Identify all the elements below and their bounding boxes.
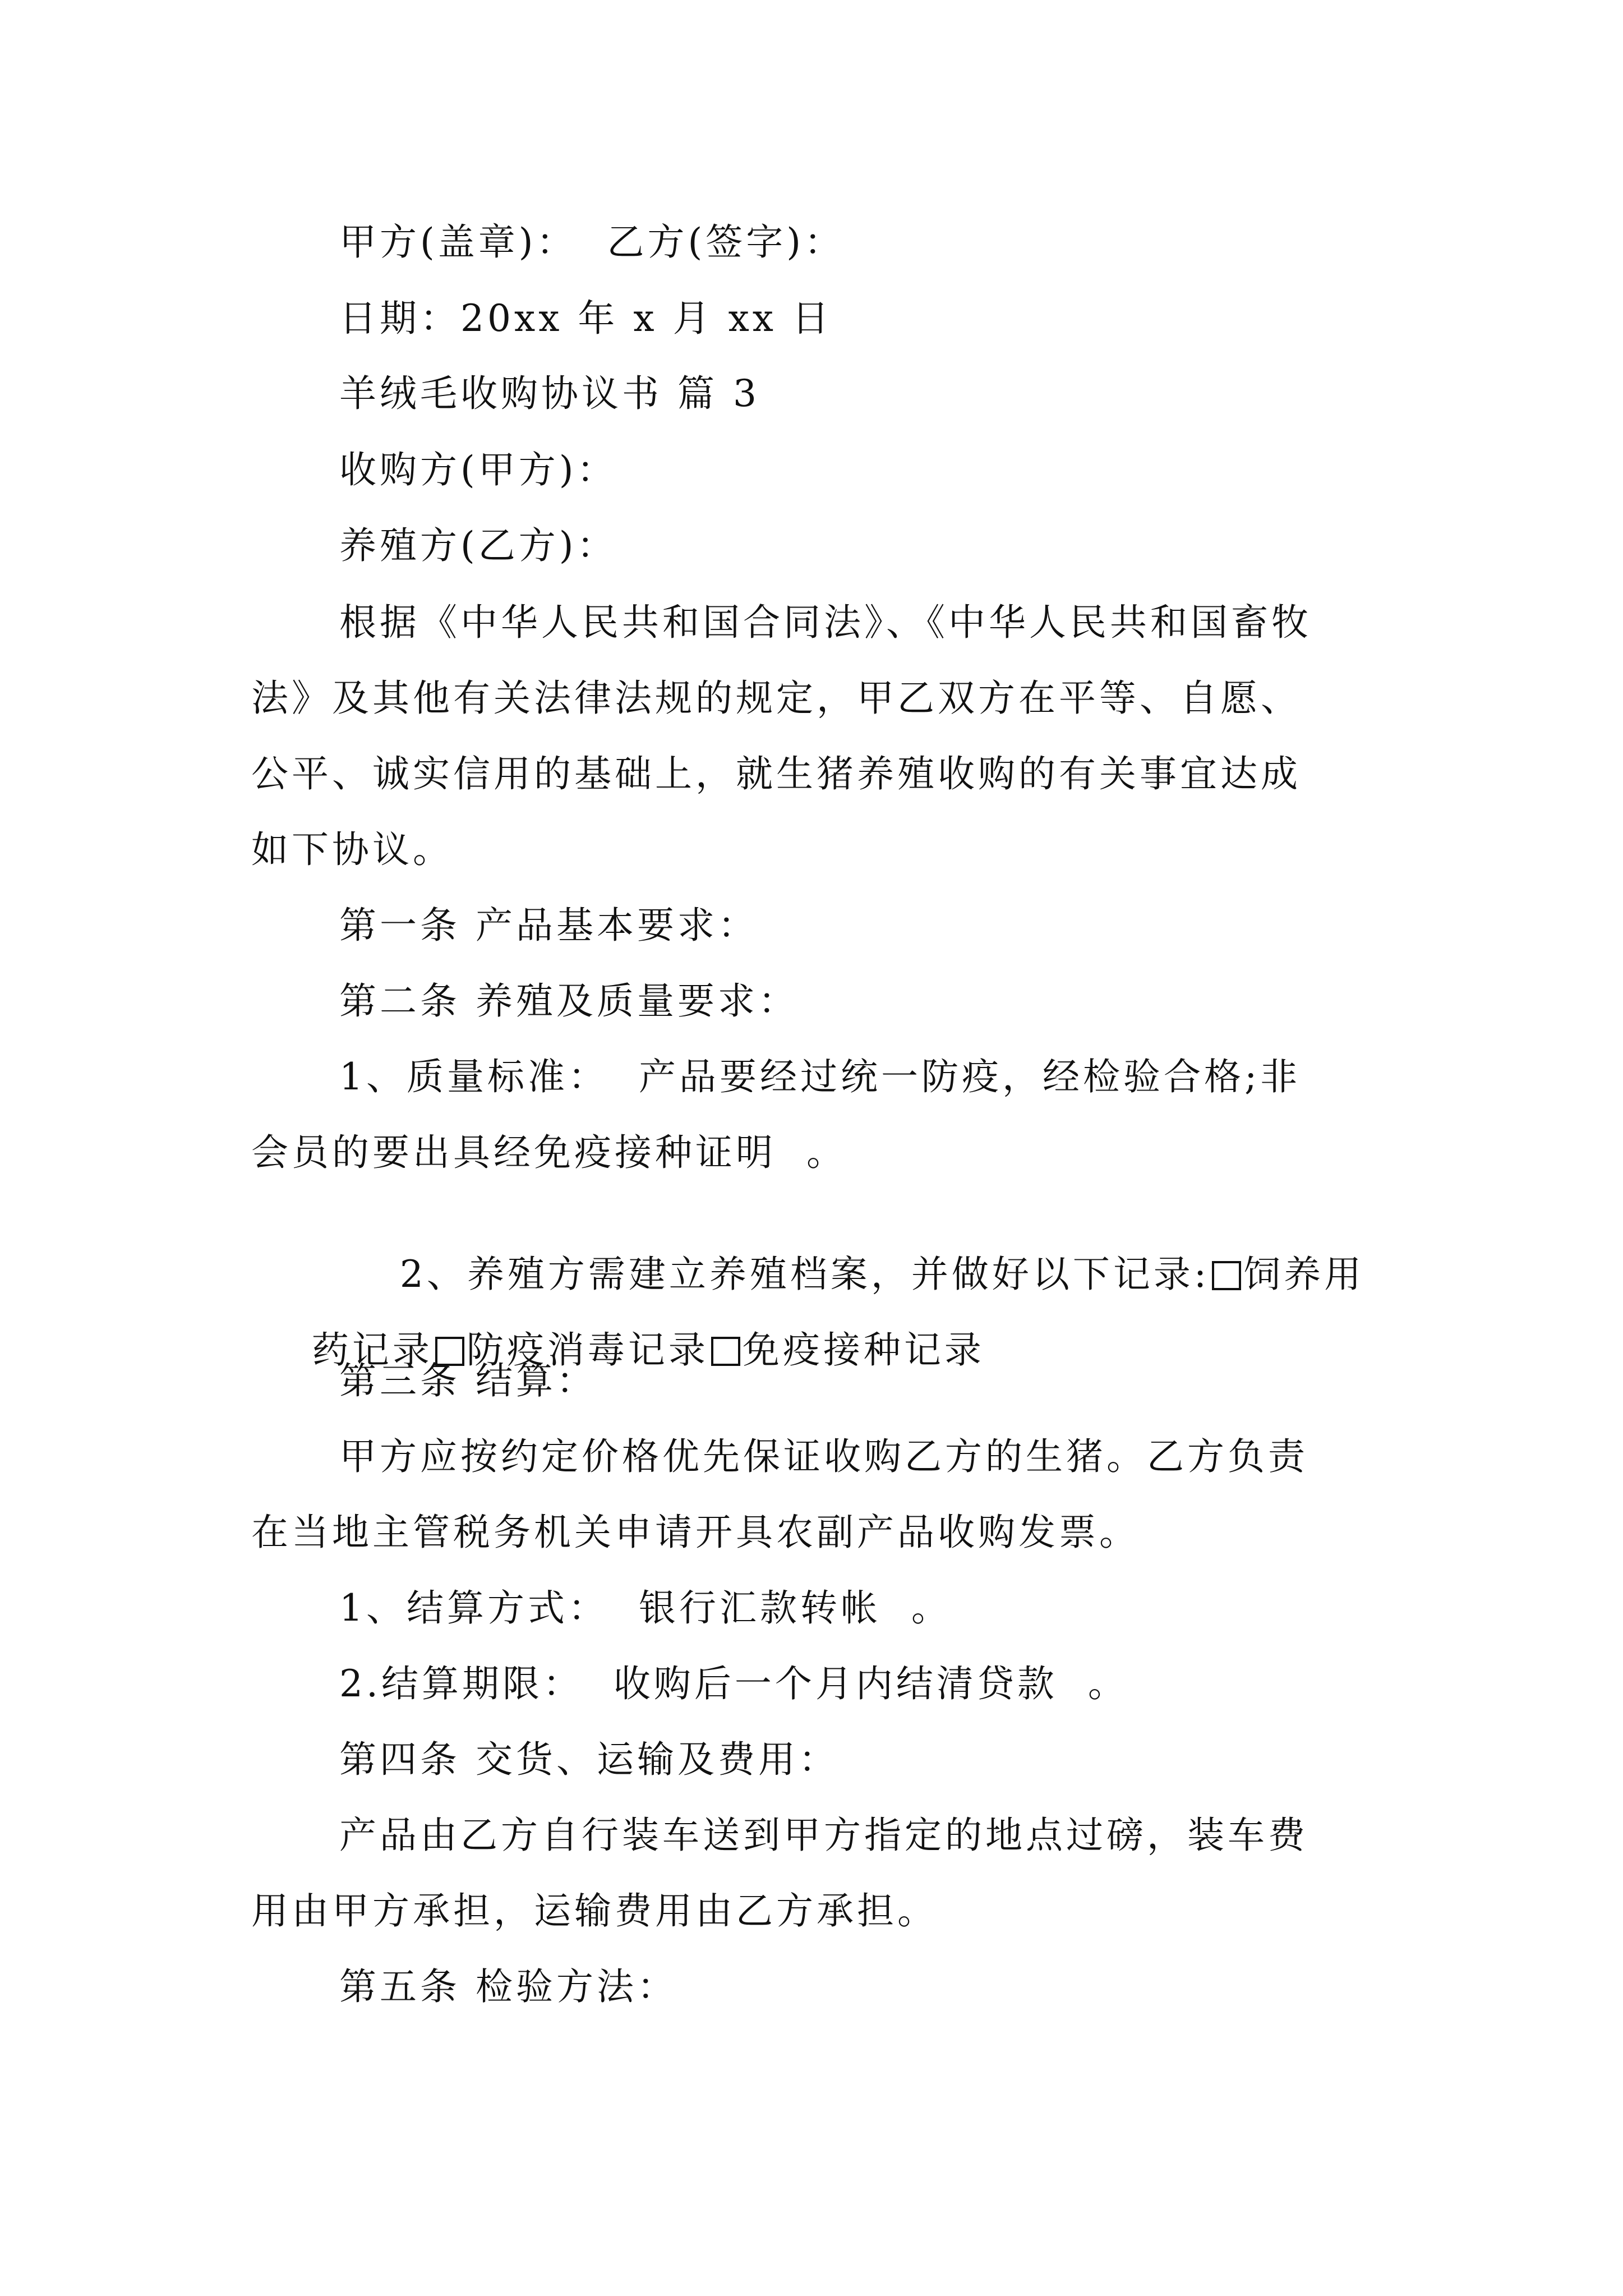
breeder-line: 养殖方(乙方)： bbox=[339, 524, 617, 567]
article-heading: 第一条 产品基本要求： bbox=[339, 904, 758, 947]
date-line: 日期：20xx 年 x 月 xx 日 bbox=[339, 297, 832, 340]
paragraph-line: 甲方应按约定价格优先保证收购乙方的生猪。乙方负责 bbox=[339, 1435, 1308, 1478]
paragraph-line: 2.结算期限： 收购后一个月内结清贷款 。 bbox=[339, 1662, 1128, 1705]
paragraph-line: 用由甲方承担，运输费用由乙方承担。 bbox=[251, 1889, 938, 1932]
paragraph-line: 1、质量标准： 产品要经过统一防疫，经检验合格;非 bbox=[339, 1055, 1301, 1098]
paragraph-line: 根据《中华人民共和国合同法》、《中华人民共和国畜牧 bbox=[339, 601, 1312, 644]
signature-line: 甲方(盖章)： 乙方(签字)： bbox=[339, 220, 845, 264]
paragraph-line: 公平、诚实信用的基础上，就生猪养殖收购的有关事宜达成 bbox=[251, 752, 1301, 795]
records-option: 防疫消毒记录 bbox=[466, 1328, 709, 1372]
paragraph-line: 如下协议。 bbox=[251, 828, 453, 871]
paragraph-line: 法》及其他有关法律法规的规定，甲乙双方在平等、自愿、 bbox=[251, 677, 1301, 720]
records-option: 药记录 bbox=[311, 1328, 433, 1372]
records-intro: 2、养殖方需建立养殖档案，并做好以下记录: bbox=[399, 1253, 1210, 1296]
article-heading: 第二条 养殖及质量要求： bbox=[339, 979, 799, 1023]
buyer-line: 收购方(甲方)： bbox=[339, 448, 617, 491]
records-option: 饲养用 bbox=[1243, 1253, 1365, 1296]
checkbox-icon bbox=[1212, 1261, 1241, 1290]
paragraph-line: 1、结算方式： 银行汇款转帐 。 bbox=[339, 1586, 952, 1630]
section-title: 羊绒毛收购协议书 篇 3 bbox=[339, 372, 760, 415]
paragraph-line: 在当地主管税务机关申请开具农副产品收购发票。 bbox=[251, 1511, 1140, 1554]
records-option: 免疫接种记录 bbox=[742, 1328, 985, 1372]
checkbox-icon bbox=[711, 1337, 740, 1366]
article-heading: 第五条 检验方法： bbox=[339, 1965, 677, 2008]
article-heading: 第四条 交货、运输及费用： bbox=[339, 1738, 839, 1781]
paragraph-line: 产品由乙方自行装车送到甲方指定的地点过磅，装车费 bbox=[339, 1814, 1308, 1857]
paragraph-line: 会员的要出具经免疫接种证明 。 bbox=[251, 1131, 847, 1174]
article-heading: 第三条 结算： bbox=[339, 1359, 597, 1402]
